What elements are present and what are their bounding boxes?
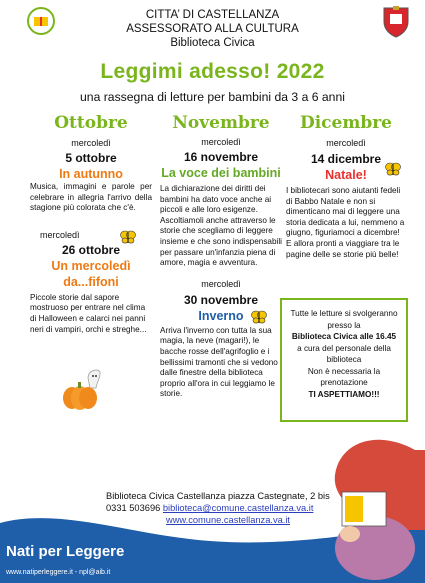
header-department: ASSESSORATO ALLA CULTURA bbox=[126, 23, 299, 35]
event-title: Inverno bbox=[198, 308, 244, 323]
event-card bbox=[160, 137, 282, 269]
header-city: CITTA’ DI CASTELLANZA bbox=[145, 9, 280, 21]
pumpkin-ghost-illustration bbox=[60, 368, 108, 412]
event-date: 5 ottobre bbox=[65, 151, 117, 165]
event-date: 26 ottobre bbox=[61, 242, 120, 257]
event-title: In autunno bbox=[59, 167, 123, 181]
event-weekday: mercoledì bbox=[326, 138, 366, 148]
event-weekday: mercoledì bbox=[40, 229, 80, 240]
butterfly-icon bbox=[120, 230, 136, 244]
info-line: Biblioteca Civica alle 16.45 bbox=[291, 332, 397, 341]
event-date: 14 dicembre bbox=[310, 152, 382, 166]
contact-block bbox=[106, 490, 330, 526]
info-line: Non è necessaria la prenotazione bbox=[307, 366, 381, 387]
event-description: I bibliotecari sono aiutanti fedeli di Babbo Natale e non si dimenticano mai di leggere una storia dedicata a lui, nemmeno a giugno, figuriamoci a dicembre! E allora pronti a viaggiare tra le pagine delle se storie più belle! bbox=[286, 186, 405, 259]
event-weekday: mercoledì bbox=[201, 137, 241, 147]
header-library: Biblioteca Civica bbox=[170, 37, 255, 49]
month-heading: Dicembre bbox=[299, 113, 392, 133]
event-weekday: mercoledì bbox=[201, 278, 241, 289]
event-card bbox=[286, 138, 406, 260]
page-title: Leggimi adesso! 2022 bbox=[100, 60, 325, 83]
event-weekday: mercoledì bbox=[71, 138, 111, 148]
event-description: Arriva l'inverno con tutta la sua magia, la neve (magari!), le bacche rosse dell'agrifoglio e i bellissimi tramonti che si vedono dalle finestre della biblioteca proprio all'ora in cui leggiamo le storie. bbox=[160, 325, 278, 399]
info-line: a cura del personale della biblioteca bbox=[297, 343, 391, 364]
event-date: 16 novembre bbox=[183, 150, 259, 164]
event-description: Musica, immagini e parole per celebrare in allegria l'arrivo della stagione più colorata che c'è. bbox=[30, 182, 152, 213]
butterfly-icon bbox=[385, 162, 401, 176]
event-title: Un mercoledì da...fifoni bbox=[51, 258, 131, 289]
info-line: Tutte le letture si svolgeranno presso la bbox=[290, 309, 398, 330]
butterfly-icon bbox=[251, 310, 267, 324]
event-card bbox=[160, 279, 282, 400]
info-line: TI ASPETTIAMO!!! bbox=[308, 389, 380, 399]
event-description: La dichiarazione dei diritti dei bambini ha dato voce anche ai piccoli e alle loro esigenze. Ascoltiamoli anche attraverso le storie che scegliamo di leggere insieme e che sono indispensabili per passare un'infanzia piena di amore, magia e avventura. bbox=[160, 184, 282, 268]
info-box bbox=[280, 298, 408, 422]
contact-email-link[interactable]: biblioteca@comune.castellanza.va.it bbox=[162, 503, 314, 513]
footer-links[interactable]: www.natiperleggere.it - npl@aib.it bbox=[6, 569, 111, 576]
column-dicembre bbox=[286, 112, 406, 260]
event-description: Piccole storie dal sapore mostruoso per entrare nel clima di Halloween e calarci nei panni neri di vampiri, orchi e streghe... bbox=[30, 292, 147, 334]
event-card bbox=[30, 138, 152, 214]
reader-illustration bbox=[320, 430, 425, 583]
column-ottobre bbox=[30, 112, 152, 335]
contact-website-link[interactable]: www.comune.castellanza.va.it bbox=[166, 515, 291, 525]
event-title: La voce dei bambini bbox=[161, 166, 281, 180]
column-novembre bbox=[160, 112, 282, 400]
footer-brand: Nati per Leggere bbox=[6, 543, 125, 560]
month-heading: Novembre bbox=[172, 113, 270, 133]
page-subtitle: una rassegna di letture per bambini da 3 a 6 anni bbox=[80, 90, 345, 104]
event-card bbox=[30, 230, 152, 335]
event-title: Natale! bbox=[325, 168, 367, 182]
header bbox=[0, 8, 425, 50]
contact-phone: 0331 503696 bbox=[106, 503, 161, 513]
contact-address: Biblioteca Civica Castellanza piazza Castegnate, 2 bis bbox=[106, 491, 330, 501]
month-heading: Ottobre bbox=[54, 113, 128, 133]
event-date: 30 novembre bbox=[183, 292, 259, 307]
